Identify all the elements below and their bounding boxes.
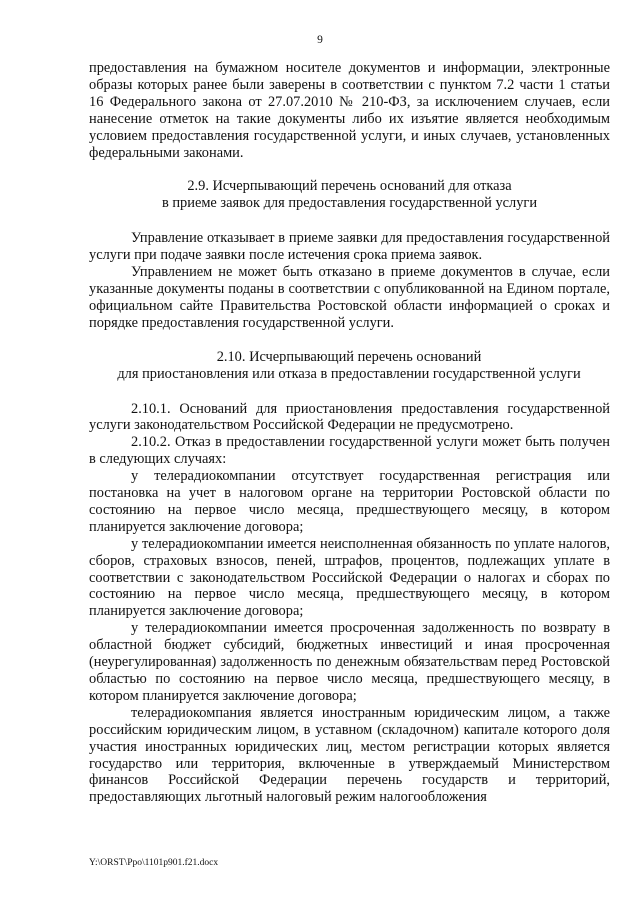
paragraph: Управлением не может быть отказано в приеме документов в случае, если указанные документы поданы в соответствии с опубликованной на Едином портале, официальном сайте Правительства Ростовской области информацией о сроках и порядке предоставления государственной услуги.	[89, 264, 610, 331]
footer-file-path: Y:\ORST\Ppo\1101p901.f21.docx	[89, 858, 219, 868]
section-heading-2-9	[89, 178, 610, 212]
section-heading-line: для приостановления или отказа в предоставлении государственной услуги	[117, 365, 581, 382]
paragraph: 2.10.2. Отказ в предоставлении государственной услуги может быть получен в следующих случаях:	[89, 434, 610, 468]
paragraph: у телерадиокомпании имеется неисполненная обязанность по уплате налогов, сборов, страховых взносов, пеней, штрафов, процентов, подлежащих уплате в соответствии с законодательством Российской Федерации о налогах и сборах по состоянию на первое число месяца, предшествующего месяцу, в котором планируется заключение договора;	[89, 535, 610, 620]
page-number: 9	[317, 34, 323, 46]
section-heading-line: в приеме заявок для предоставления государственной услуги	[161, 195, 538, 212]
section-heading-line: 2.9. Исчерпывающий перечень оснований для отказа	[187, 178, 512, 195]
section-heading-line: 2.10. Исчерпывающий перечень оснований	[216, 348, 482, 365]
paragraph: телерадиокомпания является иностранным юридическим лицом, а также российским юридическим лицом, в уставном (складочном) капитале которого доля участия иностранных юридических лиц, местом регистрации которых является государство или территория, включенные в утверждаемый Министерством финансов Российской Федерации перечень государств и территорий, предоставляющих льготный налоговый режим налогообложения	[89, 704, 610, 806]
section-heading-2-10	[69, 349, 629, 383]
paragraph: Управление отказывает в приеме заявки для предоставления государственной услуги при подаче заявки после истечения срока приема заявок.	[89, 230, 610, 264]
paragraph-continuation: предоставления на бумажном носителе документов и информации, электронные образы которых ранее были заверены в соответствии с пунктом 7.2 части 1 статьи 16 Федерального закона от 27.07.2010 № 210-ФЗ, за исключением случаев, если нанесение отметок на такие документы либо их изъятие является необходимым условием предоставления государственной услуги, и иных случаев, установленных федеральными законами.	[89, 60, 610, 161]
paragraph: у телерадиокомпании имеется просроченная задолженность по возврату в областной бюджет субсидий, бюджетных инвестиций и иная просроченная (неурегулированная) задолженность по денежным обязательствам перед Ростовской областью по состоянию на первое число месяца, предшествующего месяцу, в котором планируется заключение договора;	[89, 620, 610, 704]
paragraph: 2.10.1. Оснований для приостановления предоставления государственной услуги законодательством Российской Федерации не предусмотрено.	[89, 400, 610, 434]
paragraph: у телерадиокомпании отсутствует государственная регистрация или постановка на учет в налоговом органе на территории Ростовской области по состоянию на первое число месяца, предшествующего месяцу, в котором планируется заключение договора;	[89, 468, 610, 535]
document-body	[89, 60, 610, 806]
